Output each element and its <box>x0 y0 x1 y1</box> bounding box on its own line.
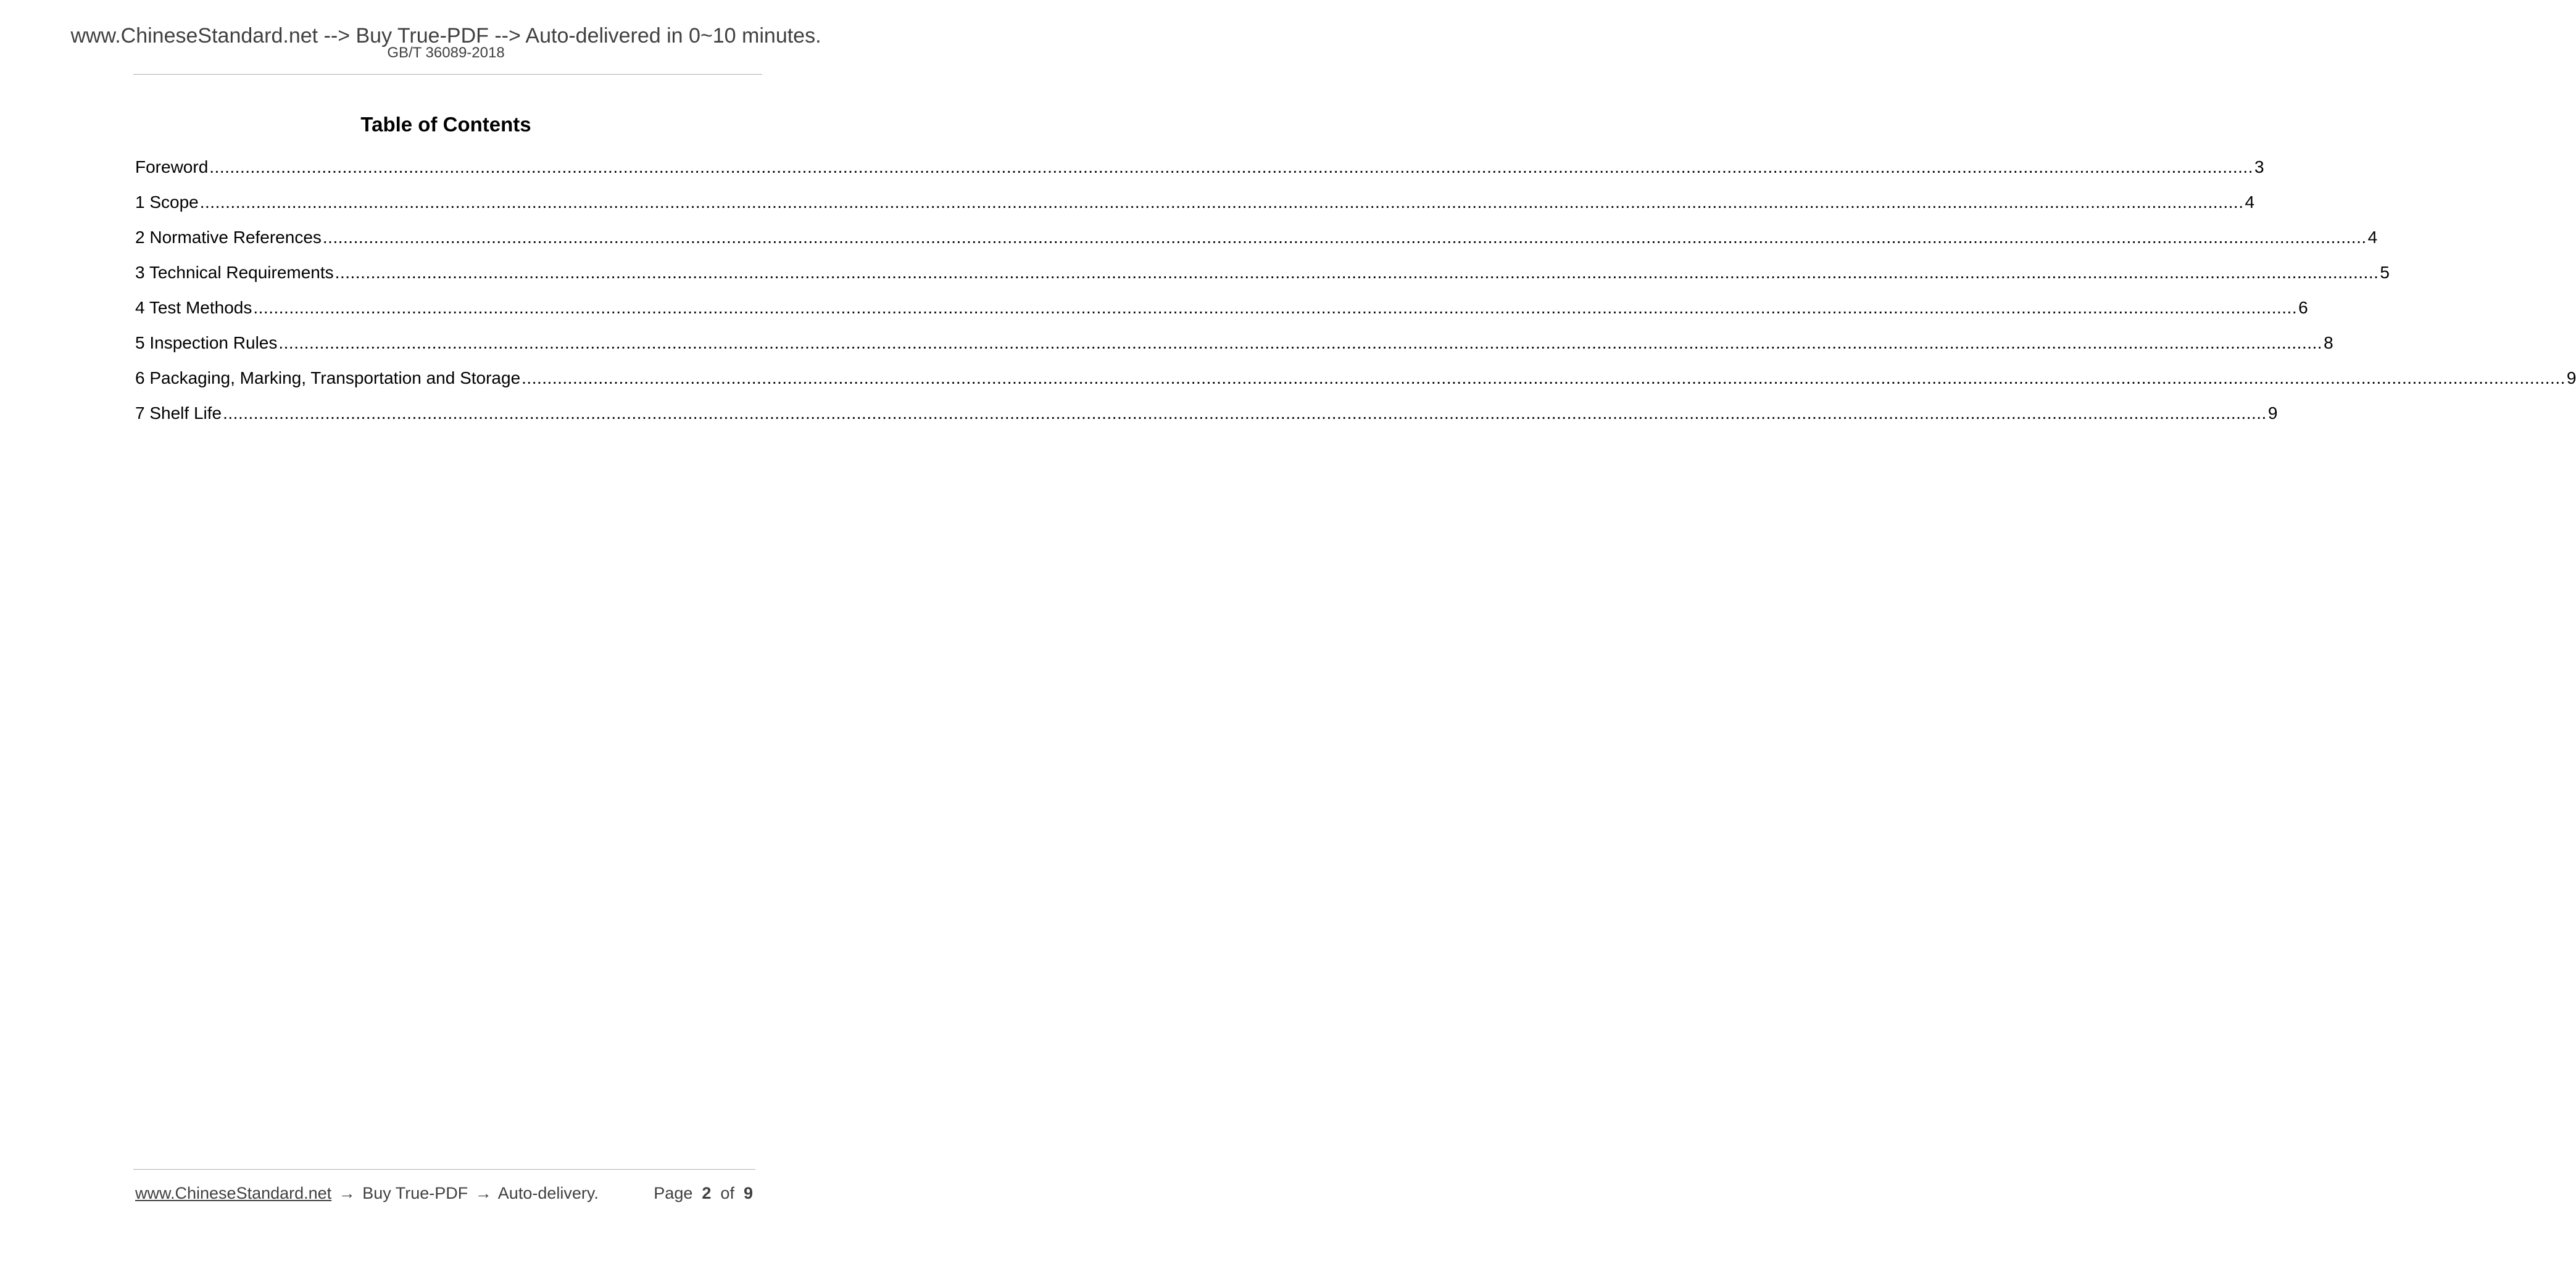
toc-entry-label: 2 Normative References <box>135 228 322 247</box>
toc-dot-leader: ................................................................................................................................................................................................................................................................................................................................................................................................................ <box>209 157 2253 176</box>
toc-entry-page: 4 <box>2245 192 2255 212</box>
header-divider <box>133 74 762 75</box>
footer-buy-text: Buy True-PDF <box>362 1184 468 1202</box>
toc-entry-test-methods[interactable] <box>135 294 2308 329</box>
arrow-right-icon: → <box>338 1184 355 1202</box>
toc-dot-leader: ................................................................................................................................................................................................................................................................................................................................................................................................................ <box>334 263 2379 282</box>
toc-entry-foreword[interactable] <box>135 154 2264 189</box>
footer-divider <box>133 1169 755 1170</box>
toc-list <box>135 154 2576 435</box>
site-banner: www.ChineseStandard.net --> Buy True-PDF --> Auto-delivered in 0~10 minutes. <box>70 24 821 48</box>
toc-entry-inspection-rules[interactable] <box>135 329 2333 365</box>
standard-code: GB/T 36089-2018 <box>387 44 505 61</box>
toc-entry-label: 5 Inspection Rules <box>135 333 278 352</box>
toc-entry-scope[interactable] <box>135 189 2255 224</box>
page-word: Page <box>654 1184 693 1202</box>
page-number <box>654 1181 753 1205</box>
footer-delivery-text: Auto-delivery. <box>497 1184 599 1202</box>
toc-dot-leader: ................................................................................................................................................................................................................................................................................................................................................................................................................ <box>223 403 2267 423</box>
current-page-number: 2 <box>702 1184 712 1202</box>
toc-dot-leader: ................................................................................................................................................................................................................................................................................................................................................................................................................ <box>278 333 2323 352</box>
toc-entry-page: 5 <box>2380 263 2390 282</box>
toc-entry-shelf-life[interactable] <box>135 400 2278 435</box>
toc-dot-leader: ................................................................................................................................................................................................................................................................................................................................................................................................................ <box>521 368 2566 387</box>
toc-entry-page: 3 <box>2254 157 2264 176</box>
toc-entry-packaging[interactable] <box>135 365 2576 400</box>
toc-entry-label: Foreword <box>135 157 209 176</box>
toc-entry-normative-references[interactable] <box>135 224 2378 259</box>
toc-entry-label: 6 Packaging, Marking, Transportation and Storage <box>135 368 521 387</box>
toc-entry-page: 8 <box>2324 333 2333 352</box>
toc-entry-label: 3 Technical Requirements <box>135 263 334 282</box>
toc-entry-page: 6 <box>2298 298 2308 317</box>
footer-site-link[interactable]: www.ChineseStandard.net <box>135 1184 332 1202</box>
toc-entry-label: 7 Shelf Life <box>135 403 222 423</box>
toc-entry-label: 4 Test Methods <box>135 298 252 317</box>
toc-dot-leader: ................................................................................................................................................................................................................................................................................................................................................................................................................ <box>253 298 2298 317</box>
toc-dot-leader: ................................................................................................................................................................................................................................................................................................................................................................................................................ <box>322 228 2367 247</box>
page-footer <box>135 1181 755 1205</box>
toc-entry-technical-requirements[interactable] <box>135 259 2390 294</box>
toc-entry-page: 4 <box>2367 228 2378 247</box>
toc-entry-label: 1 Scope <box>135 192 199 212</box>
toc-dot-leader: ................................................................................................................................................................................................................................................................................................................................................................................................................ <box>199 192 2244 212</box>
arrow-right-icon: → <box>475 1184 492 1202</box>
of-word: of <box>720 1184 734 1202</box>
total-pages-number: 9 <box>743 1184 753 1202</box>
toc-title: Table of Contents <box>360 113 531 136</box>
toc-entry-page: 9 <box>2566 368 2576 387</box>
toc-entry-page: 9 <box>2267 403 2278 423</box>
